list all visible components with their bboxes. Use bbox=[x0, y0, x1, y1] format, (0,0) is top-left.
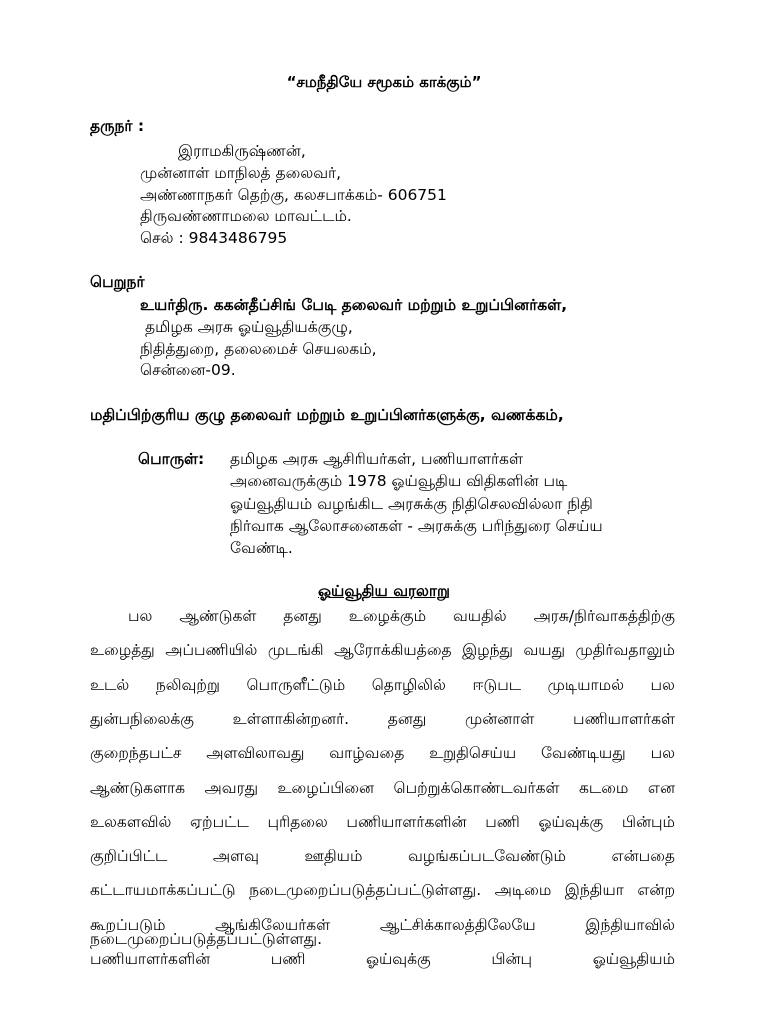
body-word: பணியாளர்கள் bbox=[573, 709, 675, 728]
body-word: இழந்து bbox=[462, 641, 513, 660]
body-word: தொழிலில் bbox=[371, 675, 446, 694]
body-word: பின்பும் bbox=[621, 812, 675, 831]
body-word: தனது bbox=[283, 607, 322, 625]
body-word: முதிர்வதாலும் bbox=[575, 641, 675, 660]
body-word: வயதில் bbox=[452, 607, 507, 625]
body-word: இந்தியாவில் bbox=[585, 915, 675, 934]
body-word: புரிதலை bbox=[267, 812, 328, 831]
body-line bbox=[90, 743, 675, 763]
subject-line: ஓய்வூதியம் வழங்கிட அரசுக்கு நிதிசெலவில்லா நிதி bbox=[230, 495, 593, 513]
body-word: உள்ளாகின்றனர். bbox=[232, 709, 350, 728]
sender-district: திருவண்ணாமலை மாவட்டம். bbox=[140, 207, 352, 225]
body-word: ஊதியம் bbox=[304, 847, 363, 866]
body-word: ஓய்வுக்கு bbox=[366, 950, 431, 968]
body-line bbox=[90, 949, 675, 969]
body-word: நடைமுறைப்படுத்தப்பட்டுள்ளது. bbox=[249, 881, 482, 900]
body-word: பெற்றுக்கொண்டவர்கள் bbox=[393, 778, 560, 797]
body-word: அளவிலாவது bbox=[206, 744, 305, 763]
body-word: கூறப்படும் bbox=[90, 915, 166, 934]
body-word: துன்பநிலைக்கு bbox=[90, 709, 194, 728]
subject-line: வேண்டி. bbox=[230, 539, 293, 557]
body-word: ஏற்பட்ட bbox=[189, 812, 249, 831]
body-word: தனது bbox=[387, 709, 427, 728]
body-word: ஓய்வுக்கு bbox=[538, 812, 604, 831]
body-word: ஈடுபட bbox=[472, 675, 522, 694]
recipient-city: சென்னை-09. bbox=[140, 361, 236, 379]
sender-designation: முன்னாள் மாநிலத் தலைவர், bbox=[140, 164, 342, 182]
section-heading: ஓய்வூதிய வரலாறு bbox=[318, 582, 450, 600]
body-word: அளவு bbox=[212, 847, 259, 866]
body-line bbox=[90, 709, 675, 729]
recipient-committee: தமிழக அரசு ஓய்வூதியக்குழு, bbox=[145, 318, 353, 336]
subject-line: அனைவருக்கும் 1978 ஓய்வூதிய விதிகளின் படி bbox=[230, 472, 568, 490]
body-word: உழைப்பினை bbox=[277, 778, 375, 797]
body-word: பொருளீட்டும் bbox=[246, 675, 346, 694]
body-word: உலகளவில் bbox=[90, 812, 172, 831]
letter-motto: “சமநீதியே சமூகம் காக்கும்” bbox=[286, 73, 482, 91]
subject-line: நிர்வாக ஆலோசனைகள் - அரசுக்கு பரிந்துரை செய்ய bbox=[230, 517, 603, 535]
body-word: முன்னாள் bbox=[465, 709, 535, 728]
body-line bbox=[128, 606, 675, 626]
body-word: வேண்டியது bbox=[541, 744, 626, 763]
body-word: உடல் bbox=[90, 675, 130, 694]
body-word: பல bbox=[650, 675, 675, 694]
subject-line: தமிழக அரசு ஆசிரியர்கள், பணியாளர்கள் bbox=[230, 450, 523, 468]
body-word: பல bbox=[650, 744, 675, 763]
body-word: வயது bbox=[523, 641, 566, 660]
body-word: உழைத்து bbox=[90, 641, 155, 660]
body-word: பணி bbox=[485, 812, 520, 831]
body-word: பணியாளர்களின் bbox=[346, 812, 467, 831]
body-word: அரசு/நிர்வாகத்திற்கு bbox=[533, 607, 675, 625]
body-word: ஓய்வூதியம் bbox=[592, 950, 675, 968]
body-word: உறுதிசெய்ய bbox=[429, 744, 517, 763]
body-word: நலிவுற்று bbox=[155, 675, 220, 694]
body-word: வாழ்வதை bbox=[329, 744, 405, 763]
body-word: என்ற bbox=[637, 881, 675, 900]
recipient-name: உயர்திரு. ககன்தீப்சிங் பேடி தலைவர் மற்றும் உறுப்பினர்கள், bbox=[140, 296, 568, 314]
body-word: அடிமை bbox=[494, 881, 552, 900]
sender-label: தருநர் : bbox=[90, 117, 145, 135]
sender-address: அண்ணாநகர் தெற்கு, கலசபாக்கம்- 606751 bbox=[140, 186, 447, 204]
body-word: உழைக்கும் bbox=[348, 607, 427, 625]
body-word: கட்டாயமாக்கப்பட்டு bbox=[90, 881, 236, 900]
body-word: அவரது bbox=[204, 778, 259, 797]
body-line bbox=[90, 778, 675, 798]
body-word: ஆங்கிலேயர்கள் bbox=[215, 915, 331, 934]
salutation: மதிப்பிற்குரிய குழு தலைவர் மற்றும் உறுப்பினர்களுக்கு, வணக்கம், bbox=[90, 406, 564, 424]
body-word: ஆட்சிக்காலத்திலேயே bbox=[379, 915, 536, 934]
body-line bbox=[90, 846, 675, 866]
body-line bbox=[90, 675, 675, 695]
body-word: என bbox=[647, 778, 675, 797]
recipient-label: பெறுநர் bbox=[90, 273, 145, 291]
body-word: ஆரோக்கியத்தை bbox=[334, 641, 452, 660]
body-word: பணியாளர்களின் bbox=[90, 950, 211, 968]
sender-phone: செல் : 9843486795 bbox=[140, 229, 288, 247]
sender-name: இராமகிருஷ்ணன், bbox=[178, 142, 306, 160]
recipient-department: நிதித்துறை, தலைமைச் செயலகம், bbox=[140, 340, 377, 358]
subject-label: பொருள்: bbox=[138, 450, 205, 468]
body-word: முடியாமல் bbox=[547, 675, 624, 694]
body-word: குறைந்தபட்ச bbox=[90, 744, 182, 763]
body-word: அப்பணியில் bbox=[165, 641, 258, 660]
body-word: பின்பு bbox=[491, 950, 533, 968]
body-line bbox=[90, 812, 675, 832]
body-word: குறிப்பிட்ட bbox=[90, 847, 168, 866]
body-word: ஆண்டுகளாக bbox=[90, 778, 186, 797]
body-word: கடமை bbox=[578, 778, 629, 797]
body-word: இந்தியா bbox=[564, 881, 624, 900]
body-word: என்பதை bbox=[611, 847, 675, 866]
body-word: வழங்கப்படவேண்டும் bbox=[407, 847, 567, 866]
body-word: பல bbox=[128, 607, 153, 625]
body-line bbox=[90, 880, 675, 900]
body-last-line: நடைமுறைப்படுத்தப்பட்டுள்ளது. bbox=[90, 930, 323, 948]
body-word: பணி bbox=[270, 950, 306, 968]
body-word: ஆண்டுகள் bbox=[179, 607, 257, 625]
body-line bbox=[90, 640, 675, 660]
body-word: முடங்கி bbox=[267, 641, 324, 660]
